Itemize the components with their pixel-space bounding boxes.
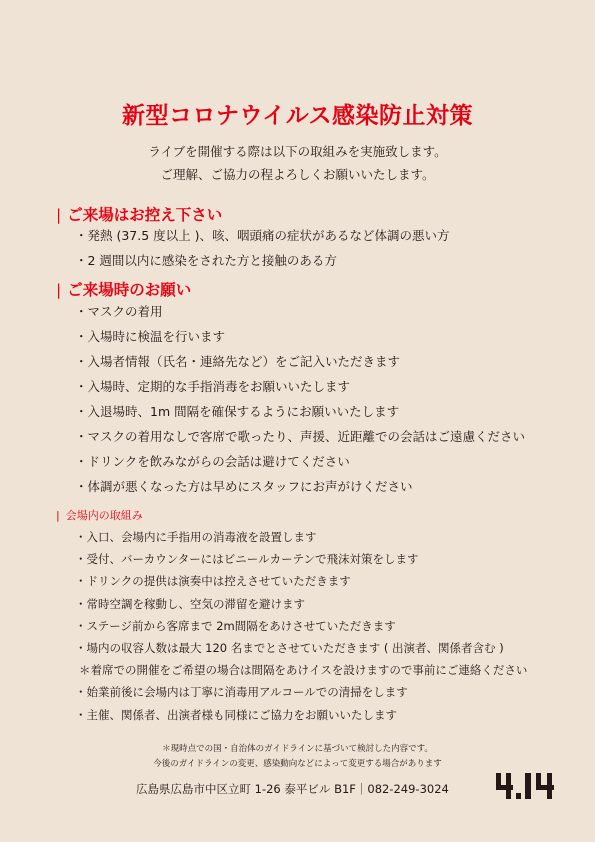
- footnote: 今後のガイドラインの変更、感染動向などによって変更する場合があります: [153, 759, 442, 769]
- section-heading-text: ご来場はお控え下さい: [67, 206, 223, 224]
- section-bar: |: [56, 206, 62, 224]
- list-item: ・主催、関係者、出演者様も同様にご協力をお願いいたします: [75, 707, 397, 722]
- list-item: ・入口、会場内に手指用の消毒液を設置します: [75, 530, 317, 544]
- section-heading-requests: [56, 278, 191, 300]
- list-item: ・発熱 (37.5 度以上 )、咳、咽頭痛の症状があるなど体調の悪い方: [75, 228, 450, 243]
- list-item: ・入場時に検温を行います: [75, 329, 226, 344]
- list-item: ・体調が悪くなった方は早めにスタッフにお声がけください: [75, 479, 413, 494]
- list-item: ・始業前後に会場内は丁寧に消毒用アルコールでの清掃をします: [75, 685, 408, 700]
- list-item: ・常時空調を稼動し、空気の滞留を避けます: [75, 596, 305, 611]
- list-item: ・ドリンクを飲みながらの会話は避けてください: [75, 454, 350, 469]
- intro-line: ライブを開催する際は以下の取組みを実施致します。: [148, 144, 447, 159]
- list-item: ・入退場時、1m 間隔を確保するようにお願いいたします: [75, 404, 400, 419]
- list-item: ・ドリンクの提供は演奏中は控えさせていただきます: [75, 574, 351, 589]
- footnote: ＊現時点での国・自治体のガイドラインに基づいて検討した内容です。: [162, 744, 433, 754]
- section-heading-venue-measures: [56, 507, 143, 523]
- refrain-list: [75, 223, 450, 273]
- venue-logo: [496, 771, 558, 805]
- list-item: ・マスクの着用: [75, 304, 163, 319]
- list-item: ・2 週間以内に感染をされた方と接触のある方: [75, 253, 337, 268]
- list-item: ・場内の収容人数は最大 120 名までとさせていただきます ( 出演者、関係者含む ): [75, 640, 504, 655]
- section-bar: |: [56, 281, 62, 299]
- list-note: ＊着席での開催をご希望の場合は間隔をあけイスを設けますので事前にご連絡ください: [79, 663, 528, 678]
- list-item: ・入場者情報（氏名・連絡先など）をご記入いただきます: [75, 354, 401, 369]
- section-heading-refrain: [56, 203, 222, 225]
- list-item: ・入場時、定期的な手指消毒をお願いいたします: [75, 379, 351, 394]
- venue-measures-list: [75, 526, 527, 726]
- section-heading-text: ご来場時のお願い: [67, 281, 192, 299]
- requests-list: [75, 299, 525, 499]
- section-bar: |: [56, 509, 60, 522]
- venue-address: 広島県広島市中区立町 1-26 泰平ビル B1F｜082-249-3024: [136, 782, 449, 796]
- list-item: ・マスクの着用なしで客席で歌ったり、声援、近距離での会話はご遠慮ください: [75, 429, 526, 444]
- section-heading-text: 会場内の取組み: [65, 509, 143, 522]
- intro-line: ご理解、ご協力の程よろしくお願いいたします。: [160, 167, 435, 182]
- logo-4-14-icon: [496, 771, 558, 801]
- list-item: ・受付、バーカウンターにはビニールカーテンで飛沫対策をします: [75, 552, 419, 567]
- page-title: 新型コロナウイルス感染防止対策: [121, 103, 474, 129]
- list-item: ・ステージ前から客席まで 2m間隔をあけさせていただきます: [75, 618, 396, 633]
